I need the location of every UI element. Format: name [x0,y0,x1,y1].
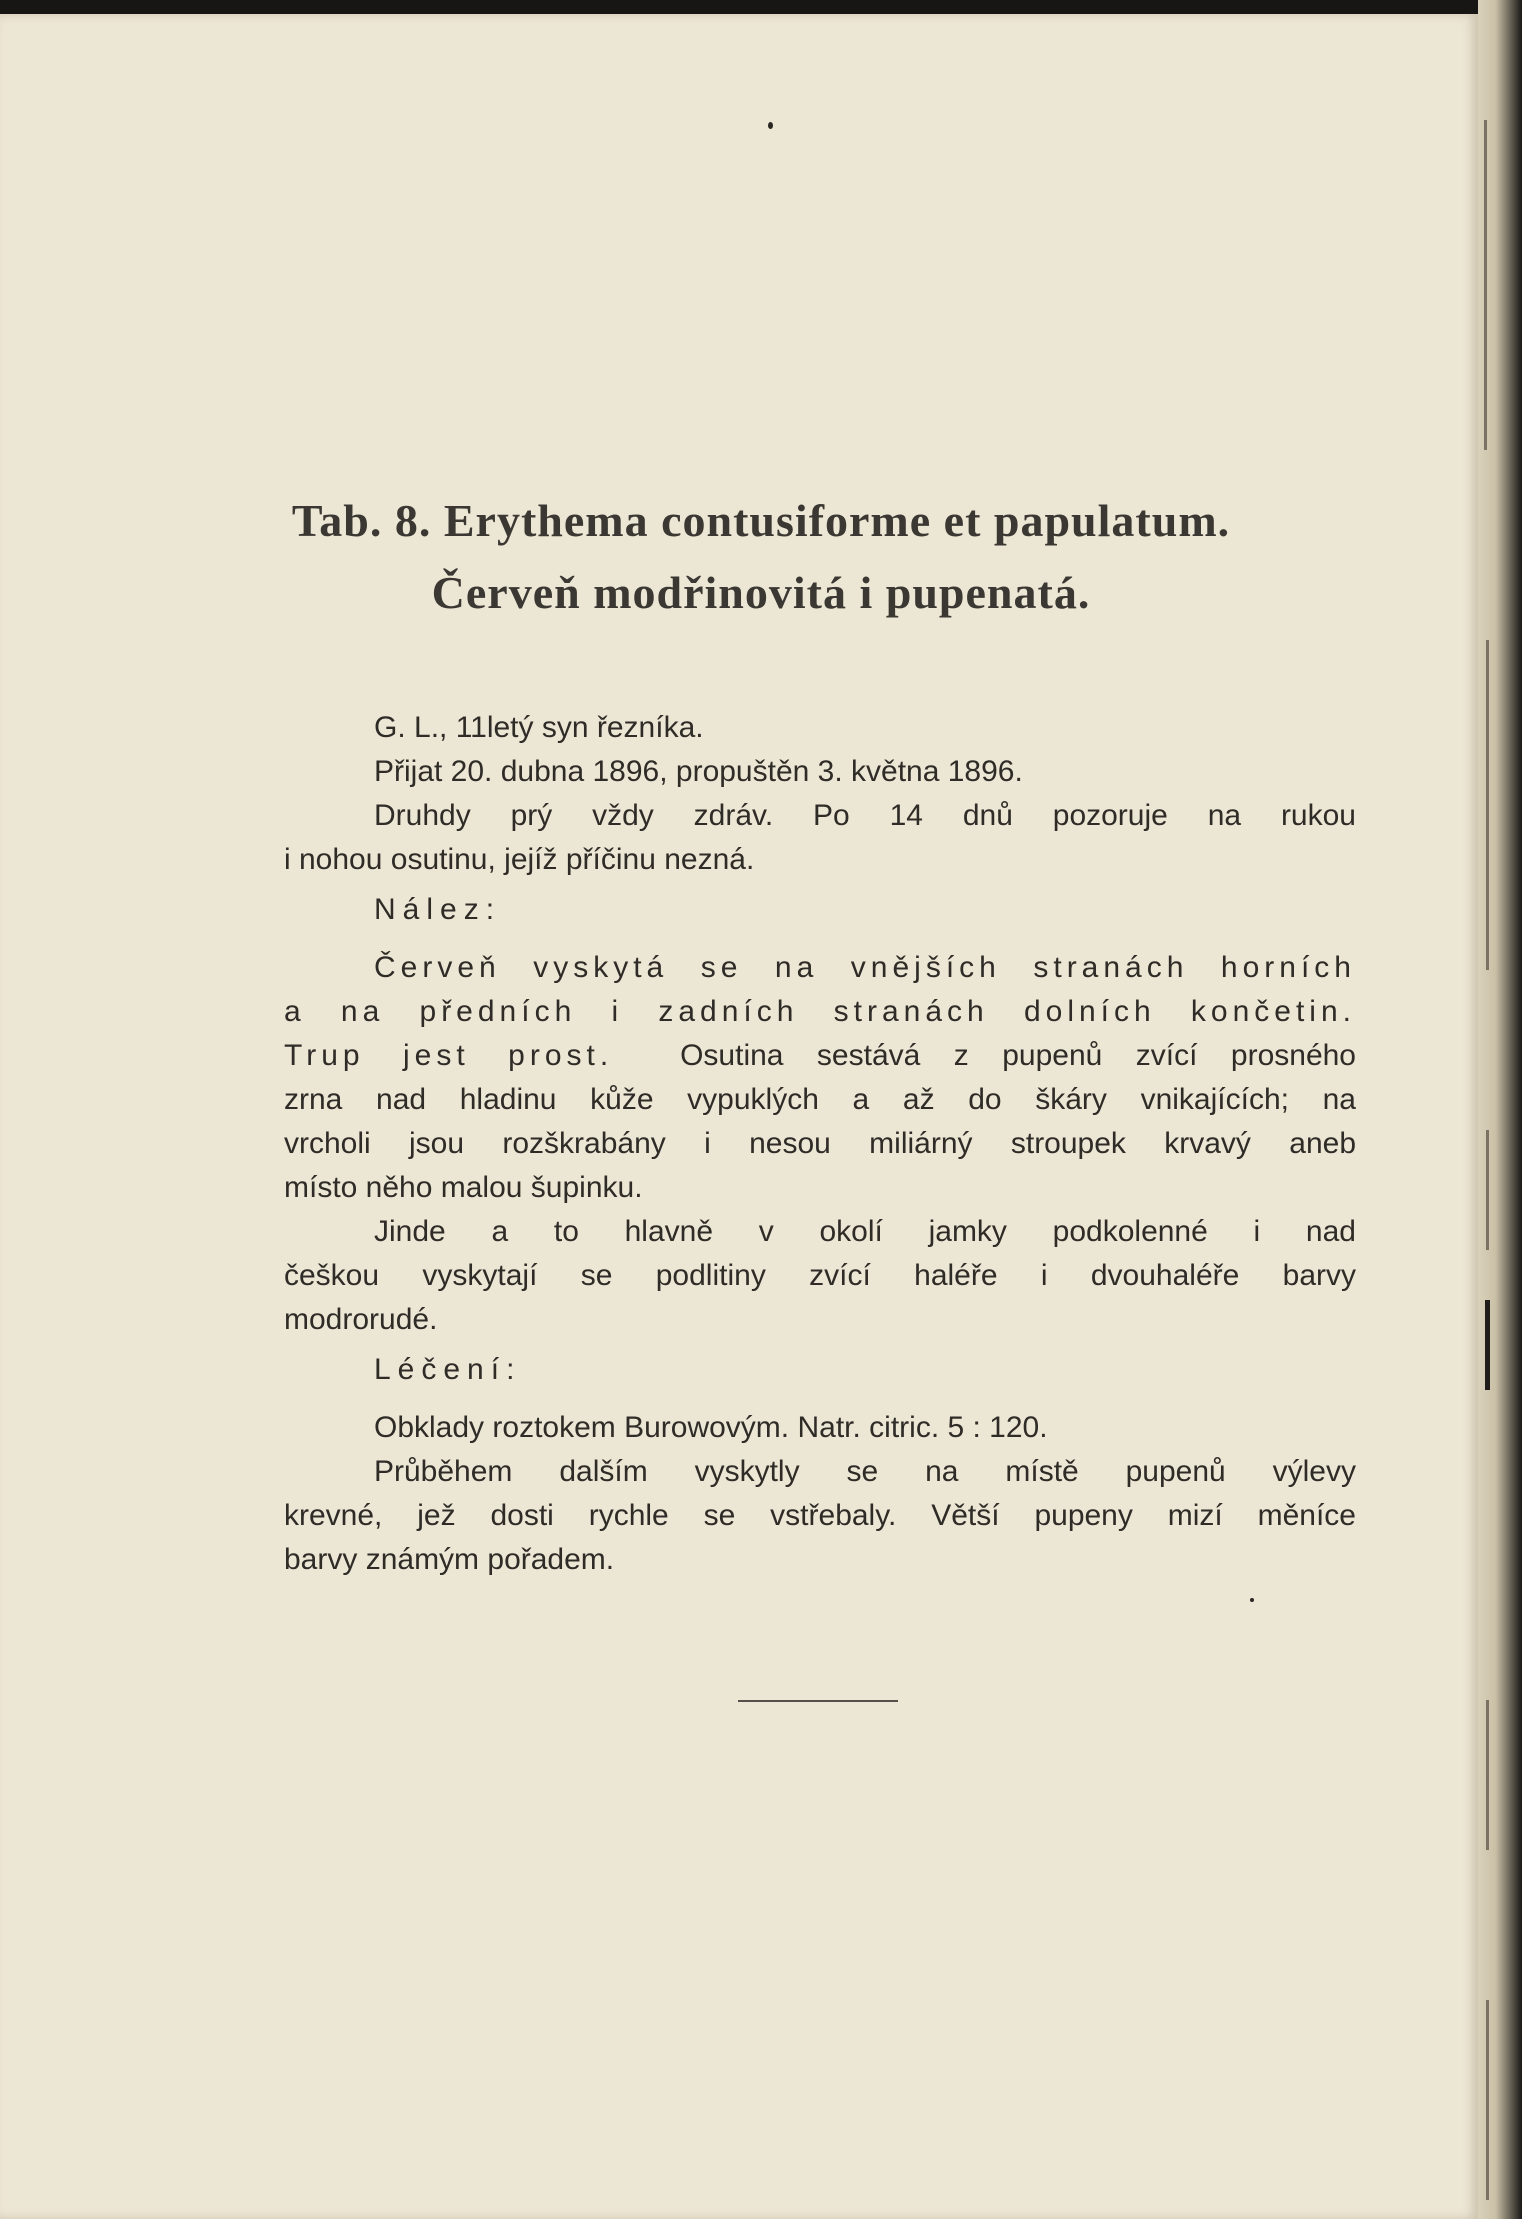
finding-line: zrna nad hladinu kůže vypuklých a až do škáry vnikajících; na [284,1083,1356,1116]
treatment-line: Obklady roztokem Burowovým. Natr. citric. 5 : 120. [374,1411,1048,1444]
finding-line: Trup jest prost. Osutina sestává z pupenů zvící prosného [284,1039,1356,1072]
finding-heading: Nález: [374,893,502,926]
jinde-line: modrorudé. [284,1303,438,1336]
finding-line: a na předních i zadních stranách dolních končetin. [284,995,1356,1028]
patient-line: G. L., 11letý syn řezníka. [374,711,704,744]
plate-title-latin: Tab. 8. Erythema contusiforme et papulatum. [291,495,1231,546]
history-line: Druhdy prý vždy zdráv. Po 14 dnů pozoruje na rukou [374,799,1356,832]
treatment-heading: Léčení: [374,1353,522,1386]
closing-rule [738,1700,898,1702]
history-line: i nohou osutinu, jejíž příčinu nezná. [284,843,755,876]
plate-title-czech: Červeň modřinovitá i pupenatá. [431,567,1091,618]
finding-line: místo něho malou šupinku. [284,1171,643,1204]
course-line: krevné, jež dosti rychle se vstřebaly. Větší pupeny mizí měníce [284,1499,1356,1532]
jinde-line: Jinde a to hlavně v okolí jamky podkolenné i nad [374,1215,1356,1248]
plate-title [0,494,1522,547]
admission-line: Přijat 20. dubna 1896, propuštěn 3. května 1896. [374,755,1023,788]
finding-line: Červeň vyskytá se na vnějších stranách horních [374,951,1356,984]
ink-speck [1250,1598,1254,1602]
ink-speck [768,122,773,129]
jinde-line: češkou vyskytají se podlitiny zvící haléře i dvouhaléře barvy [284,1259,1356,1292]
finding-line: vrcholi jsou rozškrabány i nesou miliárný stroupek krvavý aneb [284,1127,1356,1160]
course-line: barvy známým pořadem. [284,1543,615,1576]
course-line: Průběhem dalším vyskytly se na místě pupenů výlevy [374,1455,1356,1488]
page-edge [1478,0,1522,2219]
case-text [284,706,1356,1582]
